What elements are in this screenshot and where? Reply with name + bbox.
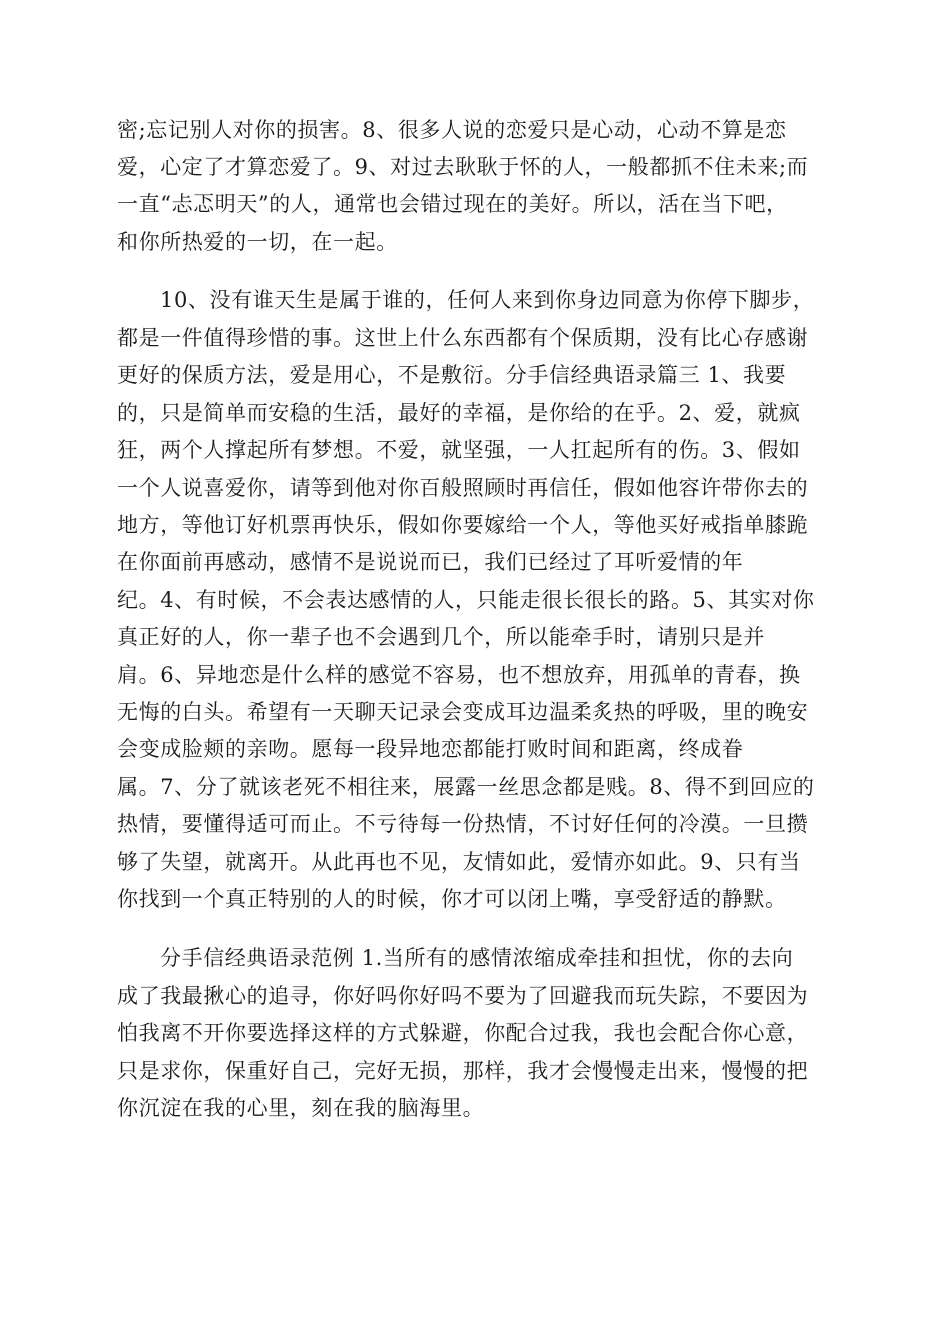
text-line: 只是求你，保重好自己，完好无损，那样，我才会慢慢走出来，慢慢的把 xyxy=(117,1059,809,1083)
text-line: 你找到一个真正特别的人的时候，你才可以闭上嘴，享受舒适的静默。 xyxy=(117,887,787,911)
text-line: 属。7、分了就该老死不相往来，展露一丝思念都是贱。8、得不到回应的 xyxy=(117,775,815,799)
text-line: 纪。4、有时候，不会表达感情的人，只能走很长很长的路。5、其实对你 xyxy=(117,588,815,612)
text-line: 热情，要懂得适可而止。不亏待每一份热情，不讨好任何的冷漠。一旦攒 xyxy=(117,812,809,836)
text-line: 成了我最揪心的追寻，你好吗你好吗不要为了回避我而玩失踪，不要因为 xyxy=(117,984,809,1008)
text-line: 一直“忐忑明天”的人，通常也会错过现在的美好。所以，活在当下吧， xyxy=(117,192,788,216)
text-line: 地方，等他订好机票再快乐，假如你要嫁给一个人，等他买好戒指单膝跪 xyxy=(117,513,809,537)
text-line: 无悔的白头。希望有一天聊天记录会变成耳边温柔炙热的呼吸，里的晚安 xyxy=(117,700,809,724)
text-line: 你沉淀在我的心里，刻在我的脑海里。 xyxy=(117,1096,485,1120)
text-line: 怕我离不开你要选择这样的方式躲避，你配合过我，我也会配合你心意， xyxy=(117,1021,809,1045)
text-line: 10、没有谁天生是属于谁的，任何人来到你身边同意为你停下脚步， xyxy=(160,288,815,312)
text-line: 和你所热爱的一切，在一起。 xyxy=(117,230,398,254)
text-line: 够了失望，就离开。从此再也不见，友情如此，爱情亦如此。9、只有当 xyxy=(117,850,801,874)
text-line: 爱，心定了才算恋爱了。9、对过去耿耿于怀的人，一般都抓不住未来;而 xyxy=(117,155,809,179)
text-line: 会变成脸颊的亲吻。愿每一段异地恋都能打败时间和距离，终成眷 xyxy=(117,737,744,761)
text-line: 在你面前再感动，感情不是说说而已，我们已经过了耳听爱情的年 xyxy=(117,550,744,574)
text-line: 的，只是简单而安稳的生活，最好的幸福，是你给的在乎。2、爱，就疯 xyxy=(117,401,801,425)
text-line: 真正好的人，你一辈子也不会遇到几个，所以能牵手时，请别只是并 xyxy=(117,625,765,649)
text-line: 更好的保质方法，爱是用心，不是敷衍。分手信经典语录篇三 1、我要 xyxy=(117,363,787,387)
text-line: 都是一件值得珍惜的事。这世上什么东西都有个保质期，没有比心存感谢 xyxy=(117,326,809,350)
text-line: 分手信经典语录范例 1.当所有的感情浓缩成牵挂和担忧，你的去向 xyxy=(160,946,794,970)
text-line: 狂，两个人撑起所有梦想。不爱，就坚强，一人扛起所有的伤。3、假如 xyxy=(117,438,801,462)
text-line: 密;忘记别人对你的损害。8、很多人说的恋爱只是心动，心动不算是恋 xyxy=(117,118,787,142)
text-line: 一个人说喜爱你，请等到他对你百般照顾时再信任，假如他容许带你去的 xyxy=(117,476,809,500)
text-line: 肩。6、异地恋是什么样的感觉不容易，也不想放弃，用孤单的青春，换 xyxy=(117,663,801,687)
